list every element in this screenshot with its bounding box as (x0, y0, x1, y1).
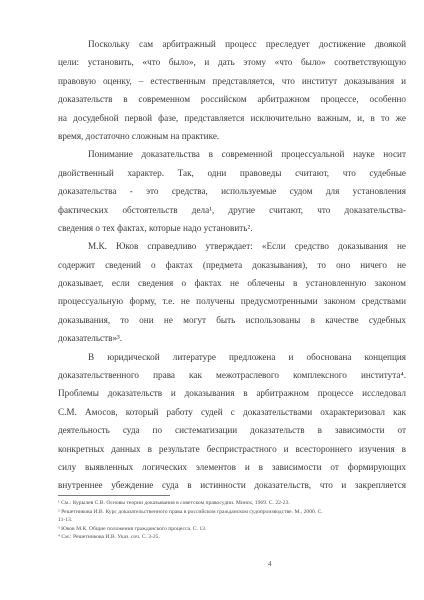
footnote-2-continuation: 11-13. (58, 517, 73, 524)
footnote-separator (58, 495, 170, 496)
text-line: время, достаточно сложным на практике. (58, 130, 220, 141)
text-line: доказательств»³. (58, 333, 123, 344)
footnote-1: ¹ См.: Курылев С.В. Основы теории доказывания в советском правосудии. Минск, 1969. С. 22-23. (58, 500, 290, 506)
text-line: доказательственного права как межотраслевого комплексного института⁴. (58, 370, 406, 381)
text-line: Поскольку сам арбитражный процесс преследует достижение двоякой (88, 39, 406, 49)
text-line: сведения о тех фактах, которые надо установить². (58, 222, 253, 233)
text-line: доказательства - это средства, используемые судом для установления (58, 186, 406, 197)
footnote-3: ³ Юков М.К. Общие положения гражданского процесса. С. 13. (58, 525, 207, 532)
text-line: процессуальную форму, т.е. не получены предусмотренными законом средствами (58, 296, 406, 307)
paragraph (58, 237, 406, 347)
footnote-2: ² Решетникова И.В. Курс доказательственного права в российском гражданском судопроизводстве. М., 2000. С. (58, 508, 323, 515)
paragraph (58, 35, 406, 145)
text-line: содержит сведений о фактах (предмета доказывания), то оно ничего не (58, 259, 406, 270)
text-line: доказывания, то они не могут быть использованы в качестве судебных (58, 314, 406, 325)
footnote-4: ⁴ См.: Решетникова И.В. Указ. соч. С. 3-25. (58, 534, 160, 541)
text-line: фактических обстоятельств дела¹, другие считают, что доказательства- (58, 204, 406, 215)
text-line: внутреннее убеждение суда в истинности доказательств, что и закрепляется (58, 480, 406, 491)
text-line: М.К. Юков справедливо утверждает: «Если средство доказывания не (88, 241, 406, 252)
text-line: Проблемы доказательств и доказывания в арбитражном процессе исследовал (58, 388, 406, 399)
text-line: деятельность суда по систематизации доказательств в зависимости от (58, 425, 406, 436)
text-line: двойственный характер. Так, одни правоведы считают, что судебные (58, 167, 406, 178)
text-line: доказывает, если сведения о фактах не облечены в установленную законом (58, 278, 406, 289)
page-number: 4 (268, 560, 272, 568)
footnotes (58, 499, 406, 542)
text-line: С.М. Амосов, который работу судей с доказательствами охарактеризовал как (58, 406, 406, 417)
text-line: доказательств в современном российском арбитражном процессе, особенно (58, 94, 406, 105)
text-line: конкретных данных в результате беспристрастного и всестороннего изучения в (58, 443, 406, 454)
body-text (58, 35, 406, 495)
text-line: силу выявленных логических элементов и в зависимости от формирующих (58, 461, 406, 472)
text-line: правовую оценку, – естественным представляется, что институт доказывания и (58, 75, 406, 86)
paragraph (58, 348, 406, 495)
paragraph (58, 145, 406, 237)
text-line: цели: установить, «что было», и дать этому «что было» соответствующую (58, 57, 406, 68)
text-line: Понимание доказательства в современной процессуальной науке носит (88, 149, 406, 160)
text-line: В юридической литературе предложена и обоснована концепция (88, 351, 406, 362)
text-line: на досудебной первой фазе, представляется исключительно важным, и, в то же (58, 112, 406, 123)
